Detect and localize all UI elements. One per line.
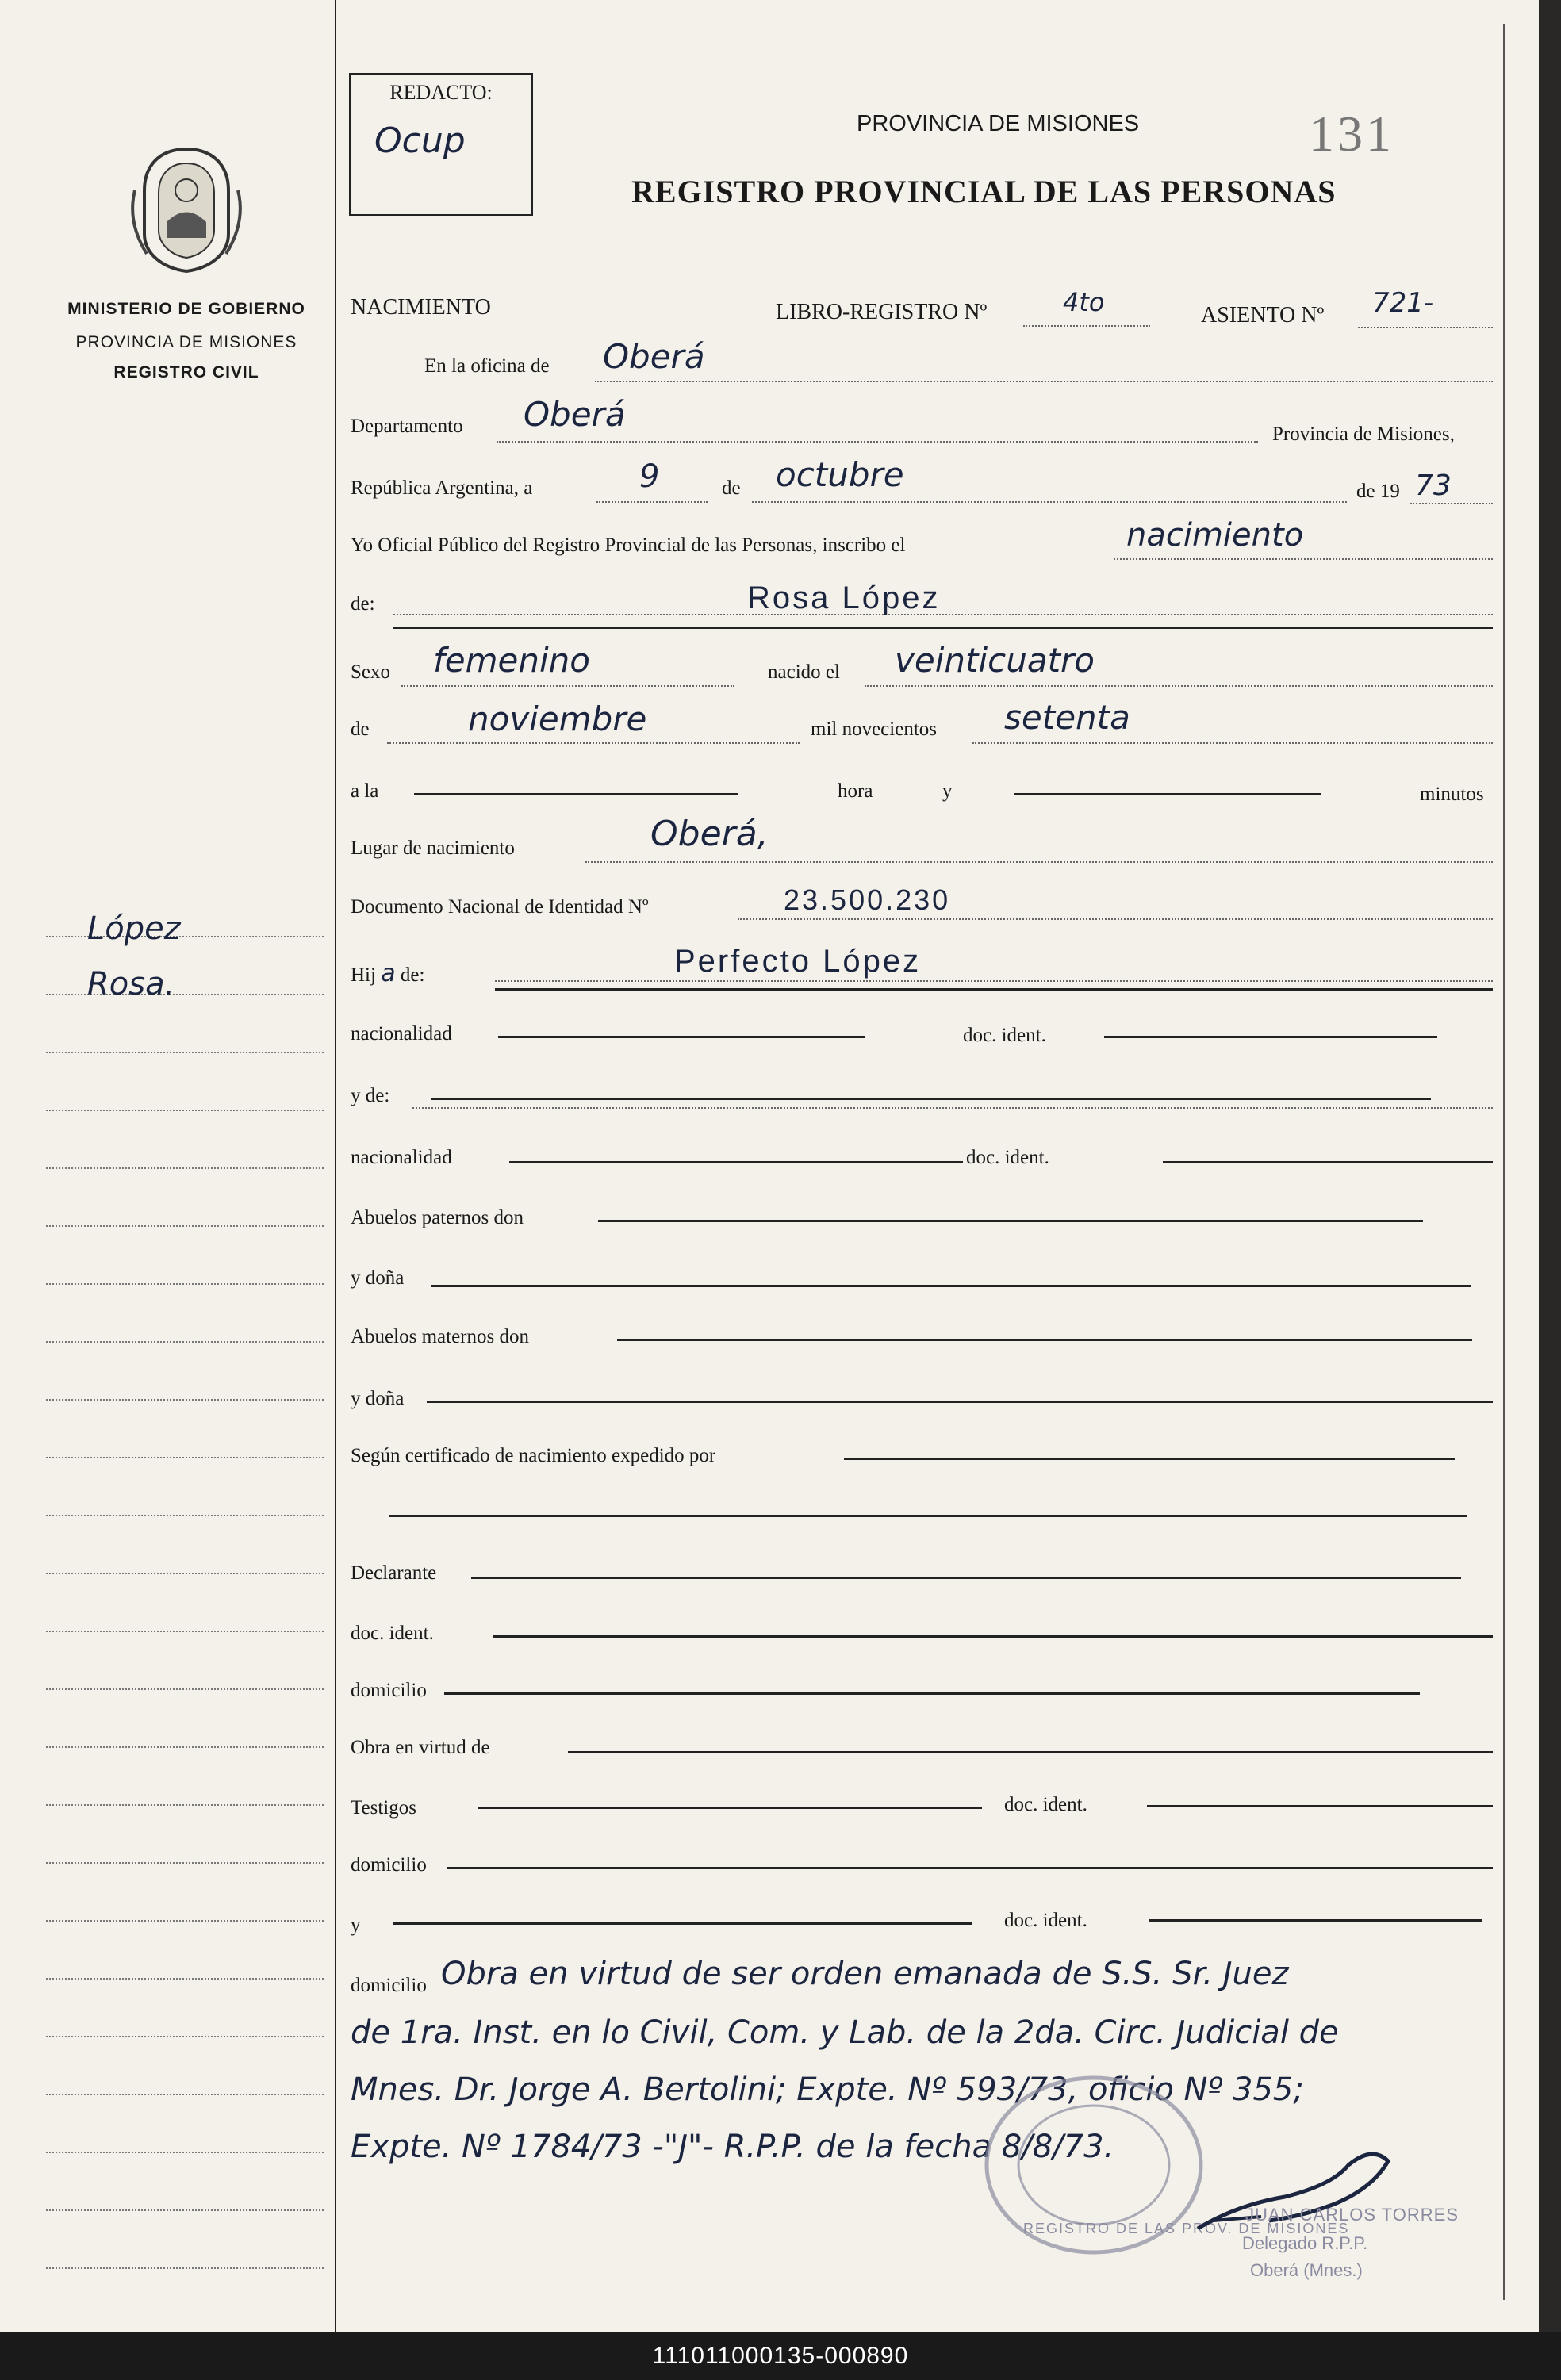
hija-de: de: bbox=[400, 964, 425, 986]
nacimiento-label: NACIMIENTO bbox=[351, 295, 491, 320]
margin-ruled-line bbox=[46, 1746, 324, 1748]
margin-ruled-line bbox=[46, 2094, 324, 2095]
redacto-label: REDACTO: bbox=[389, 81, 493, 104]
hija-suffix: a bbox=[381, 960, 396, 987]
minutos-solid-line bbox=[1014, 793, 1321, 795]
stamp-role: Delegado R.P.P. bbox=[1242, 2233, 1368, 2253]
sexo-value: femenino bbox=[433, 641, 590, 680]
doc-ident-label-4: doc. ident. bbox=[1004, 1794, 1087, 1815]
page-number: 131 bbox=[1309, 105, 1394, 162]
dia-dotted-line bbox=[596, 501, 708, 503]
yo-oficial-label: Yo Oficial Público del Registro Provincial de las Personas, inscribo el bbox=[351, 535, 906, 556]
mes-value: octubre bbox=[776, 455, 904, 494]
nacionalidad-line-1 bbox=[498, 1036, 865, 1038]
abuelos-maternos-line bbox=[617, 1339, 1472, 1341]
inscribo-value: nacimiento bbox=[1126, 517, 1304, 554]
nacido-value: veinticuatro bbox=[895, 641, 1095, 680]
redacto-initials: Ocup bbox=[374, 121, 466, 161]
libro-label: LIBRO-REGISTRO Nº bbox=[776, 300, 988, 324]
margin-ruled-line bbox=[46, 2267, 324, 2269]
nacionalidad-label-1: nacionalidad bbox=[351, 1023, 452, 1044]
doc-ident-label-3: doc. ident. bbox=[351, 1623, 434, 1644]
name-dotted-line bbox=[393, 614, 1493, 615]
segun-line-2 bbox=[389, 1515, 1467, 1517]
asiento-dotted-line bbox=[1358, 327, 1493, 328]
mil-novecientos-label: mil novecientos bbox=[811, 719, 937, 740]
nota-line-4: Expte. Nº 1784/73 -"J"- R.P.P. de la fecha 8/8/73. bbox=[351, 2129, 1114, 2165]
nacido-dotted-line bbox=[865, 685, 1493, 687]
y-dona-label-2: y doña bbox=[351, 1388, 405, 1409]
margin-ruled-line bbox=[46, 1457, 324, 1458]
margin-ruled-line bbox=[46, 1631, 324, 1632]
hora-solid-line bbox=[414, 793, 738, 795]
page-edge-shadow bbox=[1539, 0, 1561, 2332]
margin-ruled-line bbox=[46, 1110, 324, 1111]
de-month-label: de bbox=[351, 719, 370, 740]
nota-line-2: de 1ra. Inst. en lo Civil, Com. y Lab. de la 2da. Circ. Judicial de bbox=[351, 2014, 1339, 2051]
mes-dotted-line bbox=[752, 501, 1347, 503]
doc-ident-line-4 bbox=[1147, 1805, 1493, 1807]
oficina-label: En la oficina de bbox=[424, 355, 550, 377]
testigo2-line bbox=[393, 1922, 972, 1925]
margin-ruled-line bbox=[46, 1399, 324, 1401]
doc-ident-line-1 bbox=[1104, 1036, 1437, 1038]
doc-ident-line-5 bbox=[1149, 1919, 1482, 1922]
nacionalidad-label-2: nacionalidad bbox=[351, 1147, 452, 1168]
abuelos-paternos-line bbox=[598, 1220, 1423, 1222]
stamp-circle-text: REGISTRO DE LAS PROV. DE MISIONES bbox=[1023, 2221, 1350, 2236]
declarante-label: Declarante bbox=[351, 1562, 437, 1584]
ala-label: a la bbox=[351, 780, 379, 802]
libro-dotted-line bbox=[1023, 325, 1150, 327]
nacionalidad-line-2 bbox=[509, 1161, 963, 1163]
padre-value: Perfecto López bbox=[674, 944, 922, 979]
oficina-dotted-line bbox=[595, 381, 1493, 382]
margin-ruled-line bbox=[46, 1283, 324, 1285]
de-anio-label: de 19 bbox=[1356, 481, 1400, 502]
declarante-line bbox=[471, 1577, 1461, 1579]
segun-line-1 bbox=[844, 1458, 1455, 1460]
y-dona-line-2 bbox=[427, 1401, 1493, 1403]
stamp-place: Oberá (Mnes.) bbox=[1250, 2260, 1363, 2280]
domicilio-label-3: domicilio bbox=[351, 1975, 427, 1996]
y-de-label: y de: bbox=[351, 1085, 390, 1106]
nov-dotted-line bbox=[387, 742, 800, 744]
de-name-label: de: bbox=[351, 593, 375, 615]
margin-ruled-line bbox=[46, 1167, 324, 1169]
doc-ident-label-1: doc. ident. bbox=[963, 1025, 1046, 1046]
abuelos-paternos-label: Abuelos paternos don bbox=[351, 1207, 524, 1228]
margin-ruled-line bbox=[46, 1573, 324, 1574]
oficina-value: Oberá bbox=[603, 337, 705, 376]
margin-given-name: Rosa. bbox=[87, 966, 175, 1002]
setenta-value: setenta bbox=[1004, 698, 1130, 737]
nov-value: noviembre bbox=[468, 699, 647, 738]
sexo-label: Sexo bbox=[351, 661, 390, 683]
setenta-dotted-line bbox=[972, 742, 1493, 744]
registry-line: REGISTRO CIVIL bbox=[113, 363, 259, 381]
madre-solid-line bbox=[431, 1098, 1431, 1100]
province-heading: PROVINCIA DE MISIONES bbox=[857, 111, 1140, 136]
nota-line-1: Obra en virtud de ser orden emanada de S.S. Sr. Juez bbox=[441, 1956, 1289, 1992]
departamento-label: Departamento bbox=[351, 416, 463, 437]
doc-ident-label-2: doc. ident. bbox=[966, 1147, 1049, 1168]
testigos-line bbox=[478, 1807, 982, 1809]
margin-ruled-line bbox=[46, 1515, 324, 1516]
right-border-rule bbox=[1503, 24, 1505, 2300]
anio-dotted-line bbox=[1410, 503, 1493, 504]
footer-id: 111011000135-000890 bbox=[652, 2343, 909, 2369]
margin-ruled-line bbox=[46, 1862, 324, 1864]
nombre-value: Rosa López bbox=[747, 581, 941, 615]
hora-label: hora bbox=[838, 780, 873, 802]
abuelos-maternos-label: Abuelos maternos don bbox=[351, 1326, 529, 1347]
margin-ruled-line bbox=[46, 1688, 324, 1690]
domicilio-line-1 bbox=[444, 1692, 1420, 1695]
registry-title: REGISTRO PROVINCIAL DE LAS PERSONAS bbox=[631, 174, 1337, 209]
minutos-label: minutos bbox=[1420, 784, 1484, 805]
doc-ident-label-5: doc. ident. bbox=[1004, 1910, 1087, 1931]
segun-label: Según certificado de nacimiento expedido por bbox=[351, 1445, 716, 1466]
asiento-label: ASIENTO Nº bbox=[1201, 303, 1325, 328]
sexo-dotted-line bbox=[401, 685, 734, 687]
y-label-2: y bbox=[351, 1914, 361, 1936]
margin-ruled-line bbox=[46, 1341, 324, 1343]
margin-ruled-line bbox=[46, 2209, 324, 2211]
departamento-dotted-line bbox=[497, 441, 1258, 443]
doc-ident-line-3 bbox=[493, 1635, 1493, 1638]
provincia-suffix: Provincia de Misiones, bbox=[1272, 423, 1455, 445]
margin-surname: López bbox=[87, 910, 181, 947]
margin-ruled-line bbox=[46, 2152, 324, 2153]
footer-id-bar bbox=[0, 2332, 1561, 2380]
margin-ruled-line bbox=[46, 1804, 324, 1806]
obra-label: Obra en virtud de bbox=[351, 1737, 490, 1758]
nacido-label: nacido el bbox=[768, 661, 840, 683]
margin-ruled-line bbox=[46, 1052, 324, 1053]
nota-line-3: Mnes. Dr. Jorge A. Bertolini; Expte. Nº 593/73, oficio Nº 355; bbox=[351, 2071, 1304, 2108]
hija-prefix: Hij bbox=[351, 964, 376, 986]
stamp-name: JUAN CARLOS TORRES bbox=[1245, 2205, 1459, 2225]
hija-label bbox=[351, 960, 424, 987]
testigos-label: Testigos bbox=[351, 1797, 416, 1819]
y-dona-line-1 bbox=[431, 1285, 1471, 1287]
y-dona-label-1: y doña bbox=[351, 1267, 405, 1289]
asiento-value: 721- bbox=[1372, 287, 1434, 319]
margin-ruled-line bbox=[46, 2036, 324, 2037]
documento-dotted-line bbox=[738, 918, 1493, 920]
documento-value: 23.500.230 bbox=[784, 883, 951, 916]
doc-ident-line-2 bbox=[1163, 1161, 1493, 1163]
margin-ruled-line bbox=[46, 1920, 324, 1922]
province-line: PROVINCIA DE MISIONES bbox=[75, 333, 297, 351]
margin-ruled-line bbox=[46, 1978, 324, 1980]
lugar-label: Lugar de nacimiento bbox=[351, 837, 515, 859]
padre-dotted-line bbox=[495, 980, 1493, 982]
departamento-value: Oberá bbox=[524, 395, 626, 434]
madre-dotted-line bbox=[412, 1107, 1493, 1109]
y-label: y bbox=[942, 780, 953, 802]
padre-solid-line bbox=[495, 988, 1493, 991]
domicilio-line-2 bbox=[447, 1867, 1493, 1869]
redacto-box bbox=[349, 73, 533, 216]
ministry-line: MINISTERIO DE GOBIERNO bbox=[67, 300, 305, 318]
coat-of-arms-emblem bbox=[127, 143, 246, 278]
domicilio-label-1: domicilio bbox=[351, 1680, 427, 1701]
republica-label: República Argentina, a bbox=[351, 477, 533, 499]
domicilio-label-2: domicilio bbox=[351, 1854, 427, 1876]
margin-ruled-line bbox=[46, 1225, 324, 1227]
dia-value: 9 bbox=[639, 458, 660, 495]
inscribo-dotted-line bbox=[1114, 558, 1493, 560]
lugar-dotted-line bbox=[585, 861, 1493, 863]
name-solid-line bbox=[393, 627, 1493, 629]
documento-label: Documento Nacional de Identidad Nº bbox=[351, 896, 649, 918]
lugar-value: Oberá, bbox=[650, 814, 769, 854]
anio-value: 73 bbox=[1415, 469, 1452, 502]
libro-value: 4to bbox=[1063, 287, 1105, 317]
de-label: de bbox=[722, 477, 741, 499]
obra-line bbox=[568, 1751, 1493, 1753]
